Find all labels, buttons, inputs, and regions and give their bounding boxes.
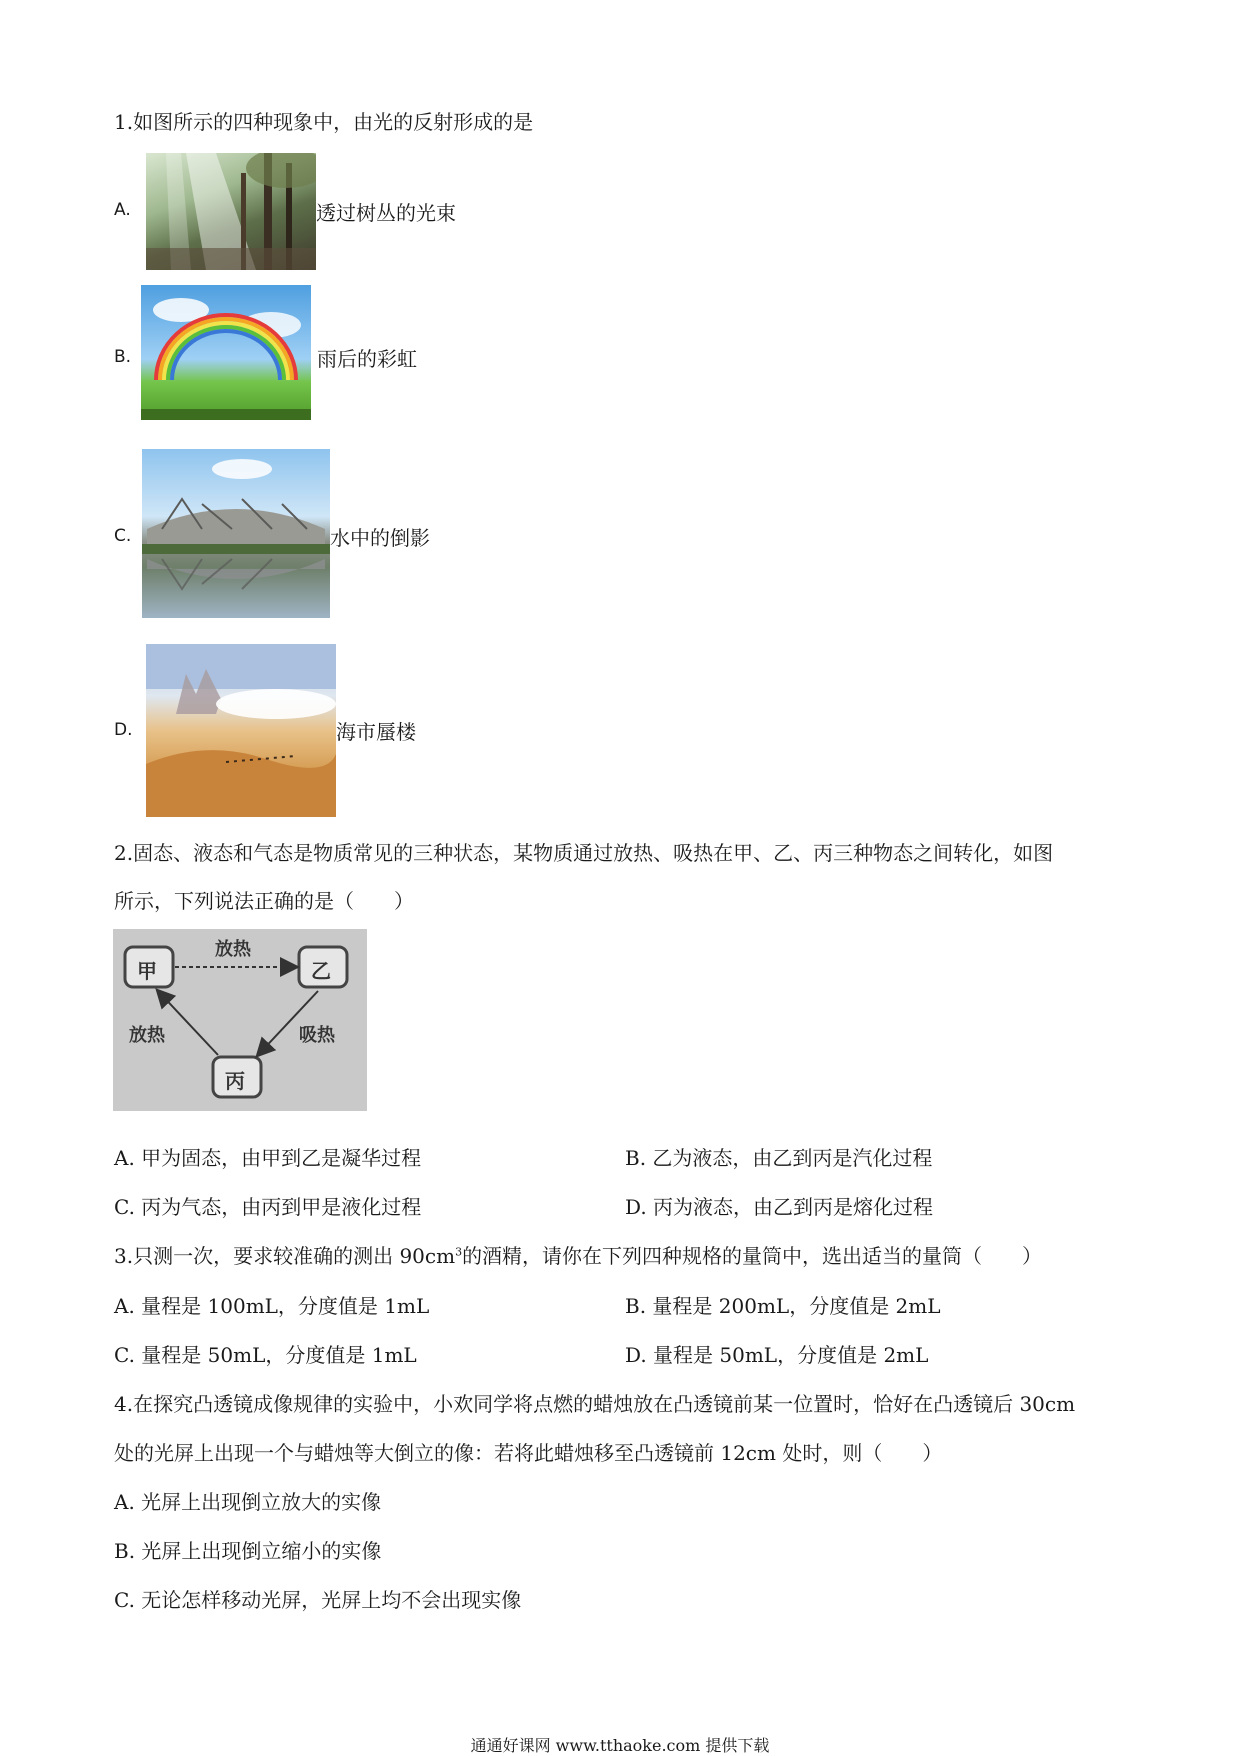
q1-option-a-caption: 透过树丛的光束	[316, 201, 456, 225]
q2-option-c: C. 丙为气态，由丙到甲是液化过程	[114, 1195, 422, 1219]
q3-option-a: A. 量程是 100mL，分度值是 1mL	[114, 1294, 430, 1318]
q3-option-c: C. 量程是 50mL，分度值是 1mL	[114, 1343, 417, 1367]
q1-option-c-caption: 水中的倒影	[330, 526, 430, 550]
q1-option-a-letter: A.	[114, 200, 131, 220]
q2-option-b: B. 乙为液态，由乙到丙是汽化过程	[625, 1146, 933, 1170]
q1-option-c-letter: C.	[114, 526, 132, 546]
q2-stem-line2: 所示，下列说法正确的是（ ）	[114, 889, 414, 913]
reflection-image	[142, 449, 330, 618]
forest-light-beam-image	[146, 153, 316, 270]
q3-option-d: D. 量程是 50mL，分度值是 2mL	[625, 1343, 929, 1367]
arrow-bing-to-jia	[158, 991, 218, 1055]
q2-option-d: D. 丙为液态，由乙到丙是熔化过程	[625, 1195, 934, 1219]
node-jia-label: 甲	[137, 959, 157, 983]
label-left-fangre: 放热	[129, 1025, 165, 1046]
q1-option-d-caption: 海市蜃楼	[336, 720, 416, 744]
q4-option-c: C. 无论怎样移动光屏，光屏上均不会出现实像	[114, 1588, 522, 1612]
node-bing-label: 丙	[225, 1069, 245, 1093]
q2-option-a: A. 甲为固态，由甲到乙是凝华过程	[114, 1146, 422, 1170]
q4-stem-line2: 处的光屏上出现一个与蜡烛等大倒立的像：若将此蜡烛移至凸透镜前 12cm 处时，则（ ）	[114, 1441, 943, 1465]
q3-stem-after: 的酒精，请你在下列四种规格的量筒中，选出适当的量筒（ ）	[462, 1244, 1043, 1268]
q4-stem-line1: 4.在探究凸透镜成像规律的实验中，小欢同学将点燃的蜡烛放在凸透镜前某一位置时，恰好在凸透镜后 30cm	[114, 1392, 1076, 1416]
q4-option-b: B. 光屏上出现倒立缩小的实像	[114, 1539, 382, 1563]
label-top-fangre: 放热	[215, 939, 251, 960]
rainbow-image	[141, 285, 311, 420]
q1-option-b-letter: B.	[114, 347, 132, 367]
q3-stem-before: 3.只测一次，要求较准确的测出 90cm	[114, 1244, 456, 1268]
node-yi-label: 乙	[311, 959, 331, 983]
q4-option-a: A. 光屏上出现倒立放大的实像	[114, 1490, 382, 1514]
label-right-xire: 吸热	[299, 1025, 335, 1046]
q1-option-b-caption: 雨后的彩虹	[317, 347, 417, 371]
state-transition-diagram	[113, 929, 367, 1111]
q1-option-d-letter: D.	[114, 720, 133, 740]
q3-stem-superscript: 3	[455, 1245, 463, 1259]
q3-option-b: B. 量程是 200mL，分度值是 2mL	[625, 1294, 941, 1318]
page-footer: 通通好课网 www.tthaoke.com 提供下载	[470, 1736, 770, 1755]
q2-stem-line1: 2.固态、液态和气态是物质常见的三种状态，某物质通过放热、吸热在甲、乙、丙三种物态之间转化，如图	[114, 841, 1054, 865]
q1-stem: 1.如图所示的四种现象中，由光的反射形成的是	[114, 110, 534, 134]
q3-stem	[114, 1240, 1042, 1269]
mirage-image	[146, 644, 336, 817]
